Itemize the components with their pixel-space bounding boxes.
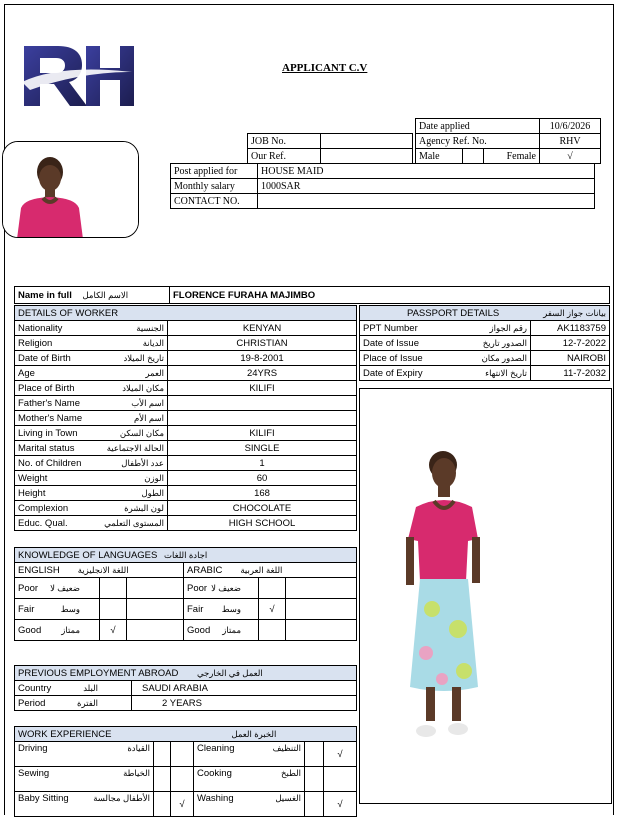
work-header: WORK EXPERIENCE الخبرة العمل xyxy=(15,727,357,742)
applicant-photo-full xyxy=(359,388,612,804)
post-label: Post applied for xyxy=(171,164,258,179)
work-skill-spacer xyxy=(154,792,171,817)
work-skill-spacer xyxy=(305,767,324,792)
detail-label: Father's Name اسم الأب xyxy=(15,396,168,411)
english-header: ENGLISH اللغة الانجليزية xyxy=(15,563,184,578)
passport-value: 11-7-2032 xyxy=(531,366,610,381)
work-skill-check: √ xyxy=(324,742,357,767)
contact-label: CONTACT NO. xyxy=(171,194,258,209)
document-title: APPLICANT C.V xyxy=(282,62,368,74)
work-experience-table xyxy=(14,726,357,817)
languages-table xyxy=(14,547,357,641)
arabic-level-label: Poor ضعيف لا xyxy=(184,578,259,599)
english-level-spacer xyxy=(127,578,184,599)
table-row xyxy=(15,396,357,411)
company-logo xyxy=(20,42,135,110)
detail-value: CHOCOLATE xyxy=(168,501,357,516)
table-row xyxy=(15,411,357,426)
english-level-label: Good ممتاز xyxy=(15,620,100,641)
arabic-level-spacer xyxy=(286,599,357,620)
job-no-value xyxy=(321,134,413,149)
english-level-spacer xyxy=(127,599,184,620)
table-row xyxy=(15,742,357,767)
work-skill-spacer xyxy=(305,742,324,767)
work-skill-label: Baby Sitting الأطفال مجالسة xyxy=(15,792,154,817)
country-value: SAUDI ARABIA xyxy=(132,681,357,696)
post-applied-table xyxy=(170,163,595,209)
detail-label: Living in Town مكان السكن xyxy=(15,426,168,441)
detail-label: Place of Birth مكان الميلاد xyxy=(15,381,168,396)
previous-employment-table xyxy=(14,665,357,711)
contact-value xyxy=(258,194,595,209)
female-check: √ xyxy=(540,149,601,164)
name-label: Name in full الاسم الكامل xyxy=(15,287,170,304)
passport-label: PPT Number رقم الجواز xyxy=(360,321,531,336)
name-table xyxy=(14,286,610,304)
work-skill-spacer xyxy=(305,792,324,817)
work-skill-label: Sewing الخياطة xyxy=(15,767,154,792)
detail-value: KILIFI xyxy=(168,426,357,441)
table-row xyxy=(15,321,357,336)
english-level-label: Poor ضعيف لا xyxy=(15,578,100,599)
male-label: Male xyxy=(416,149,463,164)
table-row xyxy=(15,441,357,456)
work-skill-check xyxy=(171,767,194,792)
arabic-level-label: Good ممتاز xyxy=(184,620,259,641)
table-row xyxy=(360,336,610,351)
passport-label: Date of Expiry تاريخ الانتهاء xyxy=(360,366,531,381)
name-value: FLORENCE FURAHA MAJIMBO xyxy=(170,287,610,304)
work-skill-check: √ xyxy=(171,792,194,817)
table-row xyxy=(15,767,357,792)
country-label: Country البلد xyxy=(15,681,132,696)
table-row xyxy=(15,792,357,817)
job-no-label: JOB No. xyxy=(248,134,321,149)
english-level-spacer xyxy=(127,620,184,641)
period-value: 2 YEARS xyxy=(132,696,357,711)
detail-value xyxy=(168,411,357,426)
arabic-level-spacer xyxy=(286,620,357,641)
passport-table xyxy=(359,305,610,381)
table-row xyxy=(360,366,610,381)
detail-value: KENYAN xyxy=(168,321,357,336)
detail-value xyxy=(168,396,357,411)
work-skill-check xyxy=(324,767,357,792)
table-row xyxy=(15,471,357,486)
arabic-level-label: Fair وسط xyxy=(184,599,259,620)
applicant-photo-small xyxy=(2,141,139,238)
table-row xyxy=(15,501,357,516)
table-row xyxy=(15,578,357,599)
detail-value: 24YRS xyxy=(168,366,357,381)
passport-label: Date of Issue الصدور تاريخ xyxy=(360,336,531,351)
detail-label: Date of Birth تاريخ الميلاد xyxy=(15,351,168,366)
arabic-header: ARABIC اللغة العربية xyxy=(184,563,357,578)
work-skill-check: √ xyxy=(324,792,357,817)
previous-header: PREVIOUS EMPLOYMENT ABROAD العمل في الخارجي xyxy=(15,666,357,681)
table-row xyxy=(15,456,357,471)
work-skill-spacer xyxy=(154,767,171,792)
table-row xyxy=(15,366,357,381)
detail-value: 168 xyxy=(168,486,357,501)
table-row xyxy=(15,599,357,620)
detail-value: 19-8-2001 xyxy=(168,351,357,366)
detail-value: KILIFI xyxy=(168,381,357,396)
detail-value: SINGLE xyxy=(168,441,357,456)
english-level-check xyxy=(100,599,127,620)
period-label: Period الفترة xyxy=(15,696,132,711)
date-applied-value: 10/6/2026 xyxy=(540,119,601,134)
arabic-level-check: √ xyxy=(259,599,286,620)
our-ref-value xyxy=(321,149,413,164)
table-row xyxy=(15,516,357,531)
passport-value: AK1183759 xyxy=(531,321,610,336)
post-value: HOUSE MAID xyxy=(258,164,595,179)
languages-header: KNOWLEDGE OF LANGUAGES اجادة اللغات xyxy=(15,548,357,563)
english-level-check xyxy=(100,578,127,599)
detail-label: Age العمر xyxy=(15,366,168,381)
male-check xyxy=(463,149,484,164)
date-applied-label: Date applied xyxy=(416,119,540,134)
table-row xyxy=(15,351,357,366)
details-table xyxy=(14,305,357,531)
detail-label: Nationality الجنسية xyxy=(15,321,168,336)
work-skill-label: Cleaning التنظيف xyxy=(194,742,305,767)
detail-label: Mother's Name اسم الأم xyxy=(15,411,168,426)
passport-value: NAIROBI xyxy=(531,351,610,366)
table-row xyxy=(15,381,357,396)
salary-value: 1000SAR xyxy=(258,179,595,194)
agency-ref-value: RHV xyxy=(540,134,601,149)
detail-value: 60 xyxy=(168,471,357,486)
detail-label: No. of Children عدد الأطفال xyxy=(15,456,168,471)
detail-label: Religion الديانة xyxy=(15,336,168,351)
detail-label: Educ. Qual. المستوى التعلمي xyxy=(15,516,168,531)
work-skill-check xyxy=(171,742,194,767)
detail-value: HIGH SCHOOL xyxy=(168,516,357,531)
detail-label: Complexion لون البشرة xyxy=(15,501,168,516)
table-row xyxy=(15,336,357,351)
arabic-level-check xyxy=(259,620,286,641)
details-header: DETAILS OF WORKER xyxy=(15,306,357,321)
table-row xyxy=(360,321,610,336)
our-ref-label: Our Ref. xyxy=(248,149,321,164)
detail-label: Marital status الحالة الاجتماعية xyxy=(15,441,168,456)
work-skill-spacer xyxy=(154,742,171,767)
salary-label: Monthly salary xyxy=(171,179,258,194)
detail-value: CHRISTIAN xyxy=(168,336,357,351)
passport-label: Place of Issue الصدور مكان xyxy=(360,351,531,366)
female-label: Female xyxy=(484,149,540,164)
passport-value: 12-7-2022 xyxy=(531,336,610,351)
english-level-check: √ xyxy=(100,620,127,641)
agency-ref-label: Agency Ref. No. xyxy=(416,134,540,149)
passport-header: PASSPORT DETAILS بيانات جواز السفر xyxy=(360,306,610,321)
english-level-label: Fair وسط xyxy=(15,599,100,620)
table-row xyxy=(15,486,357,501)
arabic-level-spacer xyxy=(286,578,357,599)
arabic-level-check xyxy=(259,578,286,599)
work-skill-label: Driving القيادة xyxy=(15,742,154,767)
table-row xyxy=(15,426,357,441)
date-applied-table xyxy=(415,118,601,164)
work-skill-label: Cooking الطبخ xyxy=(194,767,305,792)
job-no-table xyxy=(247,133,413,164)
table-row xyxy=(15,620,357,641)
work-skill-label: Washing الغسيل xyxy=(194,792,305,817)
detail-label: Weight الوزن xyxy=(15,471,168,486)
table-row xyxy=(360,351,610,366)
detail-value: 1 xyxy=(168,456,357,471)
detail-label: Height الطول xyxy=(15,486,168,501)
